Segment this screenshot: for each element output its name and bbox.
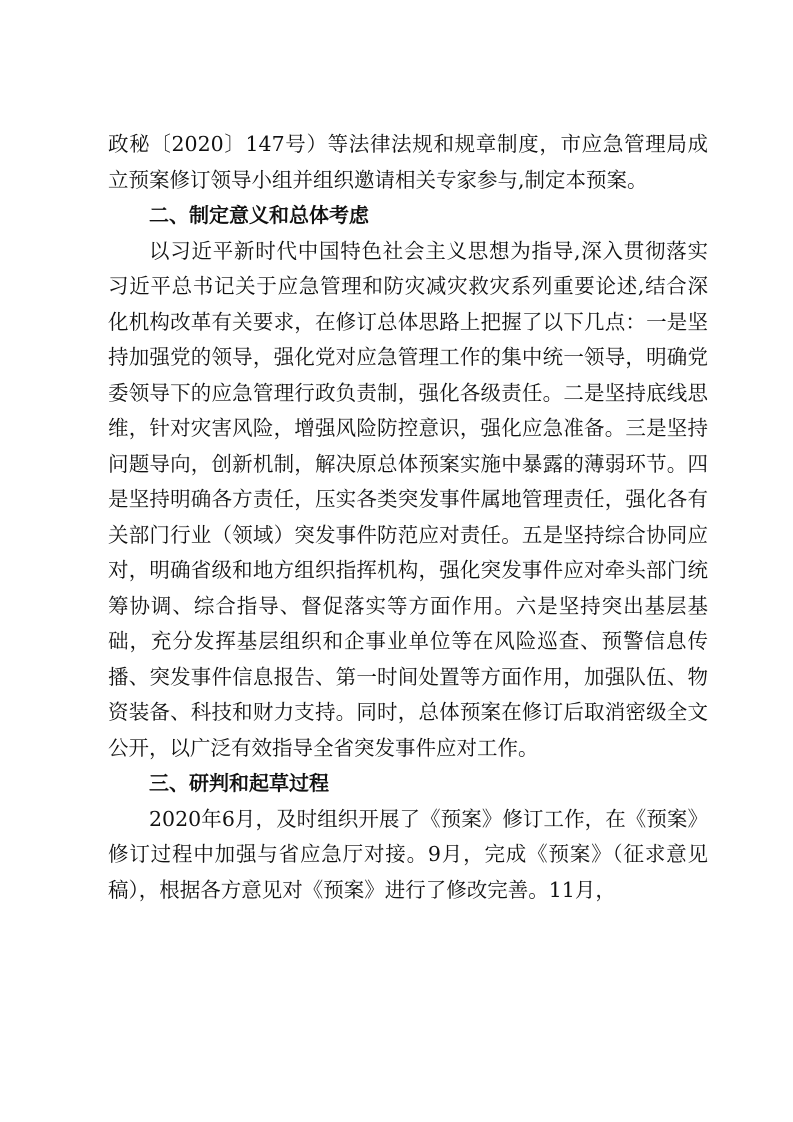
section-heading-2: 二、制定意义和总体考虑 bbox=[149, 203, 369, 227]
paragraph-drafting-process: 2020年6月，及时组织开展了《预案》修订工作，在《预案》修订过程中加强与省应急厅对接。9月，完成《预案》（征求意见稿），根据各方意见对《预案》进行了修改完善。11月， bbox=[108, 806, 708, 902]
paragraph-continuation: 政秘〔2020〕147号）等法律法规和规章制度，市应急管理局成立预案修订领导小组并组织邀请相关专家参与,制定本预案。 bbox=[108, 132, 708, 192]
section-heading-3: 三、研判和起草过程 bbox=[149, 771, 329, 795]
document-body bbox=[108, 127, 708, 908]
paragraph-significance: 以习近平新时代中国特色社会主义思想为指导,深入贯彻落实习近平总书记关于应急管理和防灾减灾救灾系列重要论述,结合深化机构改革有关要求，在修订总体思路上把握了以下几点：一是坚持加强党的领导，强化党对应急管理工作的集中统一领导，明确党委领导下的应急管理行政负责制，强化各级责任。二是坚持底线思维，针对灾害风险，增强风险防控意识，强化应急准备。三是坚持问题导向，创新机制，解决原总体预案实施中暴露的薄弱环节。四是坚持明确各方责任，压实各类突发事件属地管理责任，强化各有关部门行业（领域）突发事件防范应对责任。五是坚持综合协同应对，明确省级和地方组织指挥机构，强化突发事件应对牵头部门统筹协调、综合指导、督促落实等方面作用。六是坚持突出基层基础，充分发挥基层组织和企事业单位等在风险巡查、预警信息传播、突发事件信息报告、第一时间处置等方面作用，加强队伍、物资装备、科技和财力支持。同时，总体预案在修订后取消密级全文公开，以广泛有效指导全省突发事件应对工作。 bbox=[108, 238, 708, 760]
